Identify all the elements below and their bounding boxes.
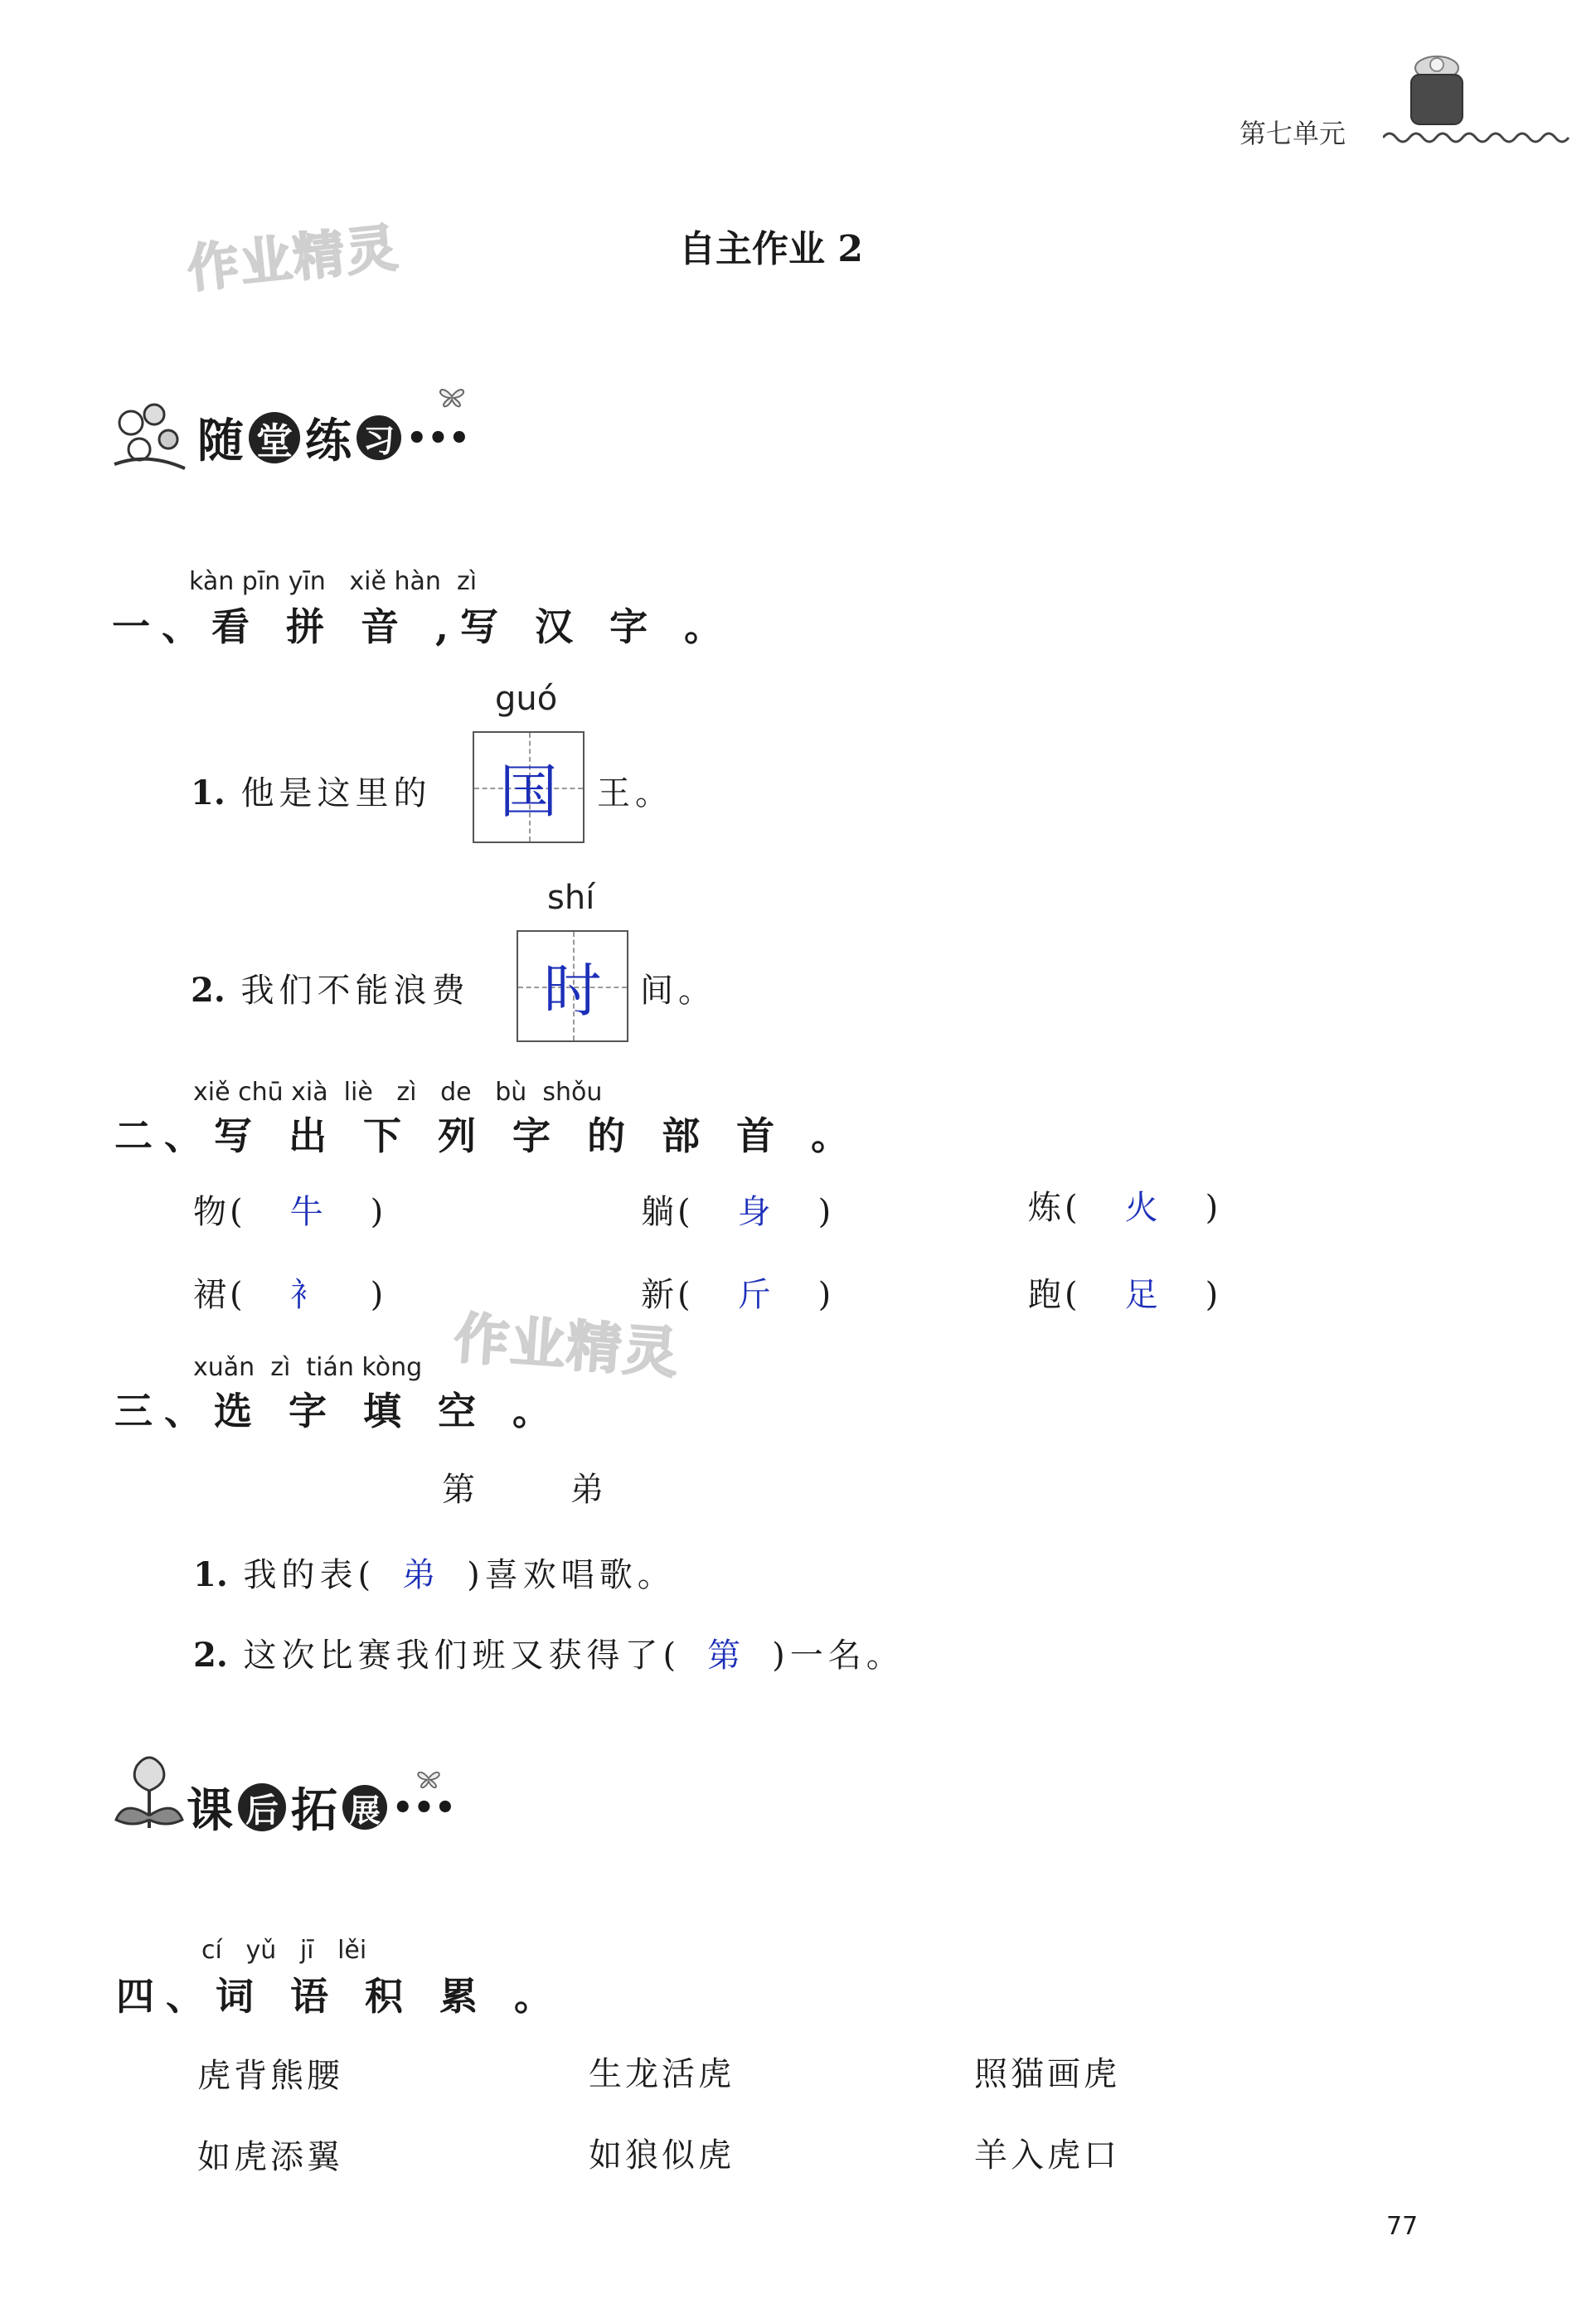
banner-char-3: 练 [305,414,352,468]
q1-item-2: 2. 我们不能浪费 [191,971,470,1010]
q3-choice-1: 第 [442,1471,480,1509]
butterfly-icon-2 [412,1764,445,1792]
q2-item-1: 物( 牛 ) [193,1186,386,1233]
q2-item-5-answer: 斤 [737,1276,774,1314]
practice-banner [106,390,521,481]
q2-pinyin: xiě chū xià liè zì de bù shǒu [193,1078,603,1107]
ext-banner-char-2: 后 [238,1783,286,1831]
q3-choice-2: 弟 [570,1471,609,1509]
banner-char-1: 随 [197,414,244,468]
q2-item-3-answer: 火 [1124,1189,1162,1227]
q2-item-4: 裙( 衤 ) [193,1268,386,1316]
q2-item-2: 躺( 身 ) [641,1186,834,1233]
unit-label: 第七单元 [1239,118,1346,149]
q2-item-4-answer: 衤 [289,1276,327,1314]
q4-word-1: 虎背熊腰 [197,2057,343,2095]
ext-banner-char-3: 拓 [291,1783,337,1838]
q2-item-2-answer: 身 [737,1193,774,1231]
q4-word-6: 羊入虎口 [974,2136,1120,2175]
page-title: 自主作业 2 [679,228,863,270]
q1-item-1-pinyin: guó [495,680,558,718]
q4-word-4: 如虎添翼 [197,2138,343,2176]
q1-item-1: 1. 他是这里的 [191,773,432,812]
ext-banner-dots: ••• [392,1787,456,1827]
q1-item-2-writing-box [517,930,628,1042]
ext-banner-char-1: 课 [187,1783,233,1838]
q3-pinyin: xuǎn zì tián kòng [193,1353,423,1382]
banner-char-4: 习 [357,415,401,460]
q1-item-2-answer: 时 [543,957,602,1025]
extension-banner [112,1749,510,1840]
watermark-middle: 作业精灵 [452,1306,682,1386]
q3-item-1: 1. 我的表( 弟 )喜欢唱歌。 [193,1549,676,1596]
q3-item-1-answer: 弟 [402,1556,441,1594]
q2-item-3: 炼( 火 ) [1028,1181,1221,1229]
q2-item-6-answer: 足 [1124,1276,1162,1314]
q2-item-6: 跑( 足 ) [1028,1268,1221,1316]
q1-item-2-after: 间。 [640,972,716,1010]
banner-dots: ••• [406,418,470,458]
q3-heading: 三、选 字 填 空 。 [114,1389,563,1433]
q1-pinyin: kàn pīn yīn xiě hàn zì [189,567,478,596]
q2-heading: 二、写 出 下 列 字 的 部 首 。 [114,1113,861,1158]
q4-word-5: 如狼似虎 [589,2136,735,2175]
q2-item-5: 新( 斤 ) [641,1268,834,1316]
q1-item-1-writing-box [473,731,585,843]
wave-divider-icon [1383,123,1569,148]
q3-item-2-answer: 第 [707,1637,746,1675]
watermark-top: 作业精灵 [184,216,402,300]
butterfly-icon [434,381,470,411]
q4-heading: 四、词 语 积 累 。 [116,1974,565,2019]
q1-item-1-after: 王。 [597,774,673,812]
q1-item-1-answer: 国 [499,758,558,826]
tulip-icon [112,1749,187,1840]
ext-banner-char-4: 展 [342,1785,387,1830]
plant-pot-icon [1400,50,1474,129]
flower-cluster-icon [106,390,197,481]
q3-item-2: 2. 这次比赛我们班又获得了( 第 )一名。 [193,1629,905,1676]
q4-pinyin: cí yǔ jī lěi [201,1936,367,1965]
q1-item-2-pinyin: shí [547,879,595,917]
page-number: 77 [1386,2212,1419,2241]
q1-heading: 一、看 拼 音 ,写 汉 字 。 [112,604,735,649]
q2-item-1-answer: 牛 [289,1193,327,1231]
q4-word-2: 生龙活虎 [589,2055,735,2093]
banner-char-2: 堂 [249,412,300,463]
q4-word-3: 照猫画虎 [974,2055,1120,2093]
